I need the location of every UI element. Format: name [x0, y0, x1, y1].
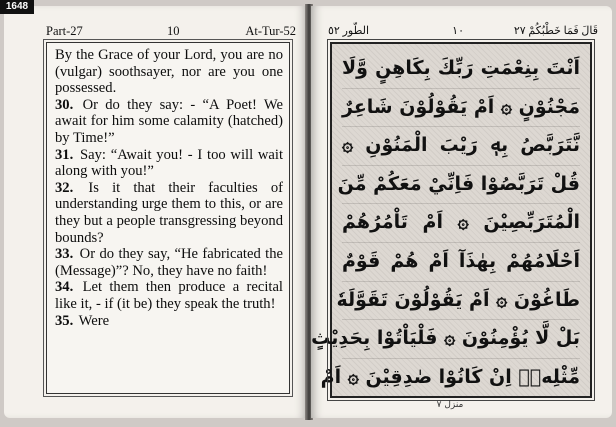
- verse-number: 34.: [55, 279, 74, 296]
- verse-text: Is it that their faculties of understanding urge them to this, or are they but a people transgressing beyond bounds?: [55, 179, 283, 246]
- verse: [55, 147, 283, 180]
- page-number: 10: [167, 24, 180, 38]
- verse-text: Let them then produce a recital like it, - if (it be) they speak the truth!: [55, 279, 283, 312]
- arabic-line: طَاغُوْنَ ۞ اَمْ يَقُوْلُوْنَ تَقَوَّلَهٗ: [342, 282, 580, 321]
- verse-number: 33.: [55, 246, 74, 263]
- verse-number: 30.: [55, 96, 74, 113]
- verse-text: Or do they say: - “A Poet! We await for him some calamity (hatched) by Time!”: [55, 96, 283, 146]
- arabic-page-number: ١٠: [452, 25, 464, 37]
- arabic-line: نَّتَرَبَّصُ بِهٖ رَيْبَ الْمَنُوْنِ ۞: [342, 127, 580, 166]
- verse-text: Say: “Await you! - I too will wait along with you!”: [55, 146, 284, 180]
- surah-label: At-Tur-52: [245, 24, 296, 38]
- arabic-line: مِّثْلِهٖۤ اِنْ كَانُوْا صٰدِقِيْنَ ۞ اَمْ: [320, 365, 580, 388]
- scan-id-label: 1648: [0, 0, 34, 14]
- left-page-header: [46, 24, 296, 42]
- verse-text: By the Grace of your Lord, you are no (vulgar) soothsayer, nor are you one possessed.: [55, 47, 283, 97]
- verse-number: 32.: [55, 179, 74, 196]
- arabic-line: اَنْتَ بِنِعْمَتِ رَبِّكَ بِكَاهِنٍ وَّلَا: [342, 50, 580, 89]
- verse-text: Or do they say, “He fabricated the (Message)”? No, they have no faith!: [55, 246, 283, 279]
- verse: [55, 279, 283, 312]
- verse: [55, 246, 283, 279]
- verse: [55, 47, 283, 97]
- arabic-line: مَجْنُوْنٍ ۞ اَمْ يَقُوْلُوْنَ شَاعِرٌ: [342, 89, 580, 128]
- verse-text: Were: [78, 312, 110, 329]
- part-label: Part-27: [46, 24, 83, 38]
- verse-number: 31.: [55, 146, 74, 163]
- arabic-line: الْمُتَرَبِّصِيْنَ ۞ اَمْ تَاْمُرُهُمْ: [342, 204, 580, 243]
- verse: [55, 97, 283, 147]
- arabic-line: قُلْ تَرَبَّصُوْا فَاِنِّيْ مَعَكُمْ مِّنَ: [342, 166, 580, 205]
- arabic-surah-label: الطّور ٥٢: [328, 25, 370, 37]
- verse-number: 35.: [55, 312, 74, 329]
- juz-label: قَالَ فَمَا خَطْبُكُمْ ٢٧: [513, 25, 598, 37]
- right-page-header: [328, 24, 598, 42]
- translation-frame: [46, 42, 290, 394]
- arabic-text-frame: [311, 42, 592, 398]
- arabic-line: بَلْ لَّا يُؤْمِنُوْنَ ۞ فَلْيَاْتُوْا بِحَدِيْثٍ: [342, 320, 580, 359]
- manzil-footer: منزل ٧: [436, 400, 464, 410]
- verse: [55, 180, 283, 246]
- verse: [55, 313, 283, 330]
- arabic-line: اَحْلَامُهُمْ بِهٰذَآ اَمْ هُمْ قَوْمٌ: [342, 243, 580, 282]
